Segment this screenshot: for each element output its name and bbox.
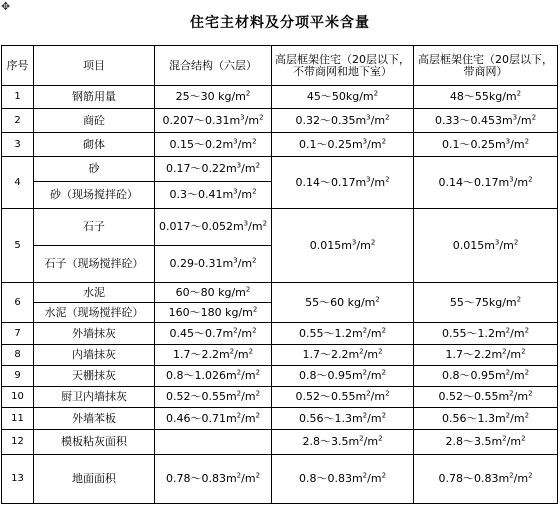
- row-item: 石子: [34, 209, 155, 246]
- header-highrise-shop: 高层框架住宅（20层以下，带商网）: [414, 46, 558, 86]
- cell-hf2: $0.1\sim 0.25m^3/m^2$: [414, 133, 558, 157]
- cell-mixed: $0.207\sim 0.31m^3/m^2$: [155, 109, 272, 133]
- cell-mixed: [155, 430, 272, 455]
- row-item: 外墙抹灰: [34, 323, 155, 345]
- cell-mixed: $0.8\sim 1.026m^2/m^2$: [155, 366, 272, 387]
- table-row: [2, 455, 558, 504]
- cell-mixed: $0.3\sim 0.41m^3/m^2$: [155, 182, 272, 209]
- cell-hf1: $2.8\sim 3.5m^2/m^2$: [272, 430, 414, 455]
- row-index: 10: [2, 387, 34, 408]
- row-index: 7: [2, 323, 34, 345]
- table-row: [2, 133, 558, 157]
- row-index: 5: [2, 209, 34, 283]
- cell-hf2: $0.14\sim 0.17m^3/m^2$: [414, 157, 558, 209]
- cell-mixed: $0.46\sim 0.71m^2/m^2$: [155, 408, 272, 430]
- table-row: [2, 366, 558, 387]
- row-item: 厨卫内墙抹灰: [34, 387, 155, 408]
- table-row: [2, 408, 558, 430]
- cell-hf2: $1.7\sim 2.2m^2/m^2$: [414, 345, 558, 366]
- cell-hf1: $0.32\sim 0.35m^3/m^2$: [272, 109, 414, 133]
- row-item: 水泥（现场搅拌砼）: [34, 303, 155, 323]
- row-item: 内墙抹灰: [34, 345, 155, 366]
- row-item: 石子（现场搅拌砼）: [34, 246, 155, 283]
- table-row: [2, 283, 558, 303]
- cell-hf1: $1.7\sim 2.2m^2/m^2$: [272, 345, 414, 366]
- table-row: [2, 387, 558, 408]
- cell-hf1: $0.52\sim 0.55m^2/m^2$: [272, 387, 414, 408]
- header-item: 项目: [34, 46, 155, 86]
- row-index: 4: [2, 157, 34, 209]
- row-index: 13: [2, 455, 34, 504]
- header-index: 序号: [2, 46, 34, 86]
- cell-hf2: $0.8\sim 0.95m^2/m^2$: [414, 366, 558, 387]
- row-item: 砌体: [34, 133, 155, 157]
- row-item: 砂: [34, 157, 155, 182]
- cell-hf2: $2.8\sim 3.5m^2/m^2$: [414, 430, 558, 455]
- cell-mixed: $0.17\sim 0.22m^3/m^2$: [155, 157, 272, 182]
- cell-hf1: $0.55\sim 1.2m^2/m^2$: [272, 323, 414, 345]
- cell-hf2: $48\sim 55kg/m^2$: [414, 86, 558, 109]
- cell-mixed: $0.45\sim 0.7m^2/m^2$: [155, 323, 272, 345]
- table-row: [2, 209, 558, 246]
- row-index: 12: [2, 430, 34, 455]
- cell-mixed: $0.78\sim 0.83m^2/m^2$: [155, 455, 272, 504]
- cell-hf1: 55～60 $kg/m^2$: [272, 283, 414, 323]
- table-row: [2, 109, 558, 133]
- cell-mixed: $0.15\sim 0.2m^3/m^2$: [155, 133, 272, 157]
- cell-hf2: $55\sim 75kg/m^2$: [414, 283, 558, 323]
- row-item: 地面面积: [34, 455, 155, 504]
- table-row: [2, 157, 558, 182]
- row-index: 8: [2, 345, 34, 366]
- cell-mixed: 60～80 $kg/m^2$: [155, 283, 272, 303]
- cell-mixed: $0.52\sim 0.55m^2/m^2$: [155, 387, 272, 408]
- cell-hf1: $0.14\sim 0.17m^3/m^2$: [272, 157, 414, 209]
- table-row: [2, 86, 558, 109]
- cell-hf1: $0.8\sim 0.95m^2/m^2$: [272, 366, 414, 387]
- cell-hf1: $0.015m^3/m^2$: [272, 209, 414, 283]
- table-move-handle-icon[interactable]: ✥: [1, 0, 11, 13]
- table-row: [2, 345, 558, 366]
- row-item: 天棚抹灰: [34, 366, 155, 387]
- cell-hf1: $0.8\sim 0.83m^2/m^2$: [272, 455, 414, 504]
- row-index: 6: [2, 283, 34, 323]
- cell-hf2: $0.52\sim 0.55m^2/m^2$: [414, 387, 558, 408]
- row-item: 模板粘灰面积: [34, 430, 155, 455]
- header-mixed: 混合结构（六层）: [155, 46, 272, 86]
- cell-hf1: $0.1\sim 0.25m^3/m^2$: [272, 133, 414, 157]
- cell-hf1: $0.56\sim 1.3m^2/m^2$: [272, 408, 414, 430]
- cell-mixed: 25～30 $kg/m^2$: [155, 86, 272, 109]
- cell-mixed: $0.29-0.31m^3/m^2$: [155, 246, 272, 283]
- cell-mixed: $0.017\sim 0.052m^3/m^2$: [155, 209, 272, 246]
- row-index: 1: [2, 86, 34, 109]
- cell-hf1: $45\sim 50kg/m^2$: [272, 86, 414, 109]
- cell-hf2: $0.33\sim 0.453m^3/m^2$: [414, 109, 558, 133]
- cell-hf2: $0.55\sim 1.2m^2/m^2$: [414, 323, 558, 345]
- header-row: [2, 46, 558, 86]
- row-item: 商砼: [34, 109, 155, 133]
- row-item: 砂（现场搅拌砼）: [34, 182, 155, 209]
- row-index: 3: [2, 133, 34, 157]
- row-item: 外墙苯板: [34, 408, 155, 430]
- row-item: 钢筋用量: [34, 86, 155, 109]
- row-index: 2: [2, 109, 34, 133]
- cell-hf2: $0.56\sim 1.3m^2/m^2$: [414, 408, 558, 430]
- row-index: 11: [2, 408, 34, 430]
- page-title: 住宅主材料及分项平米含量: [190, 15, 370, 31]
- cell-mixed: 160～180 $kg/m^2$: [155, 303, 272, 323]
- table-row: [2, 430, 558, 455]
- header-highrise-no-shop: 高层框架住宅（20层以下，不带商网和地下室）: [272, 46, 414, 86]
- row-item: 水泥: [34, 283, 155, 303]
- cell-hf2: $0.78\sim 0.83m^2/m^2$: [414, 455, 558, 504]
- table-row: [2, 323, 558, 345]
- cell-mixed: $1.7\sim 2.2m^2/m^2$: [155, 345, 272, 366]
- materials-table: [1, 45, 558, 504]
- row-index: 9: [2, 366, 34, 387]
- cell-hf2: $0.015m^3/m^2$: [414, 209, 558, 283]
